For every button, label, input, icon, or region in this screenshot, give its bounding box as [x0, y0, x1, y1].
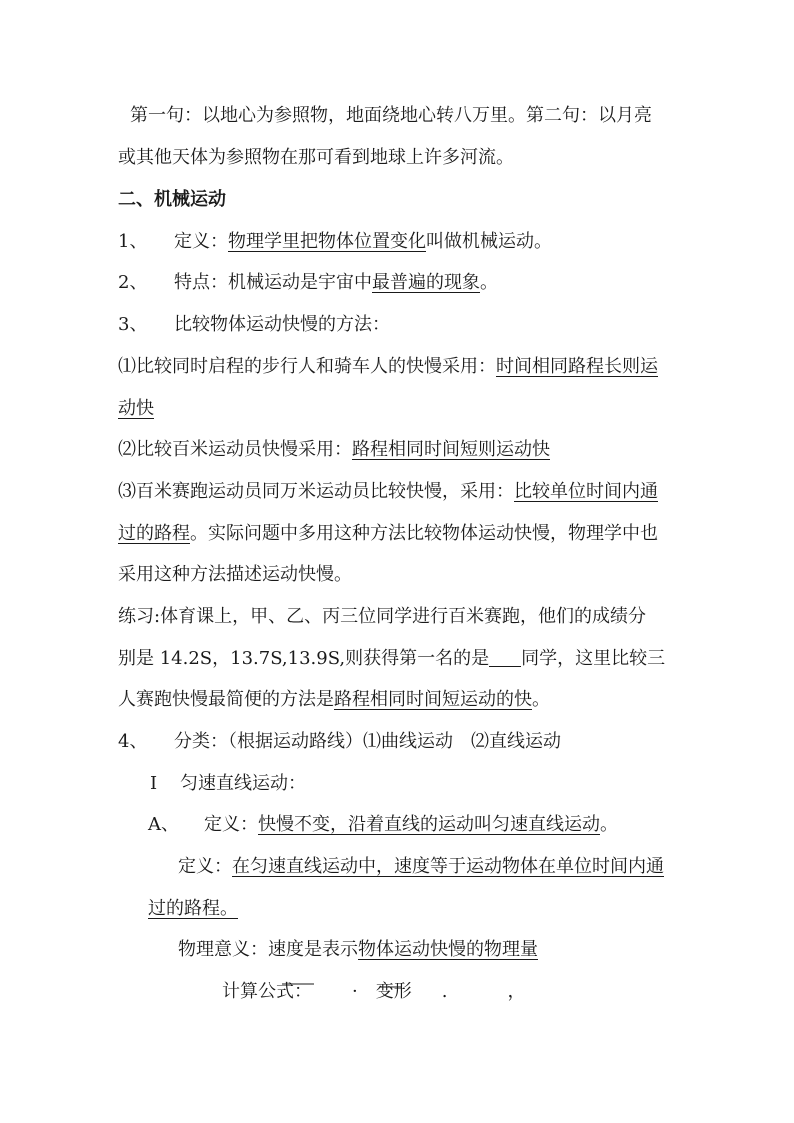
method-1-answer-a: 时间相同路程长则运	[496, 356, 658, 377]
method-3-line-3	[118, 566, 352, 584]
formula-label: 计算公式：	[222, 981, 312, 1002]
item-3	[118, 316, 390, 334]
item-1-tail: 叫做机械运动。	[426, 231, 552, 252]
item-1	[118, 233, 552, 251]
intro-text-1: 第一句：以地心为参照物，地面绕地心转八万里。第二句：以月亮	[130, 105, 652, 126]
exercise-line-1	[118, 608, 646, 626]
physical-meaning-label: 物理意义：速度是表示	[178, 939, 358, 960]
sub-i	[150, 775, 306, 793]
physical-meaning	[178, 941, 538, 959]
exercise-text-2b: 同学，这里比较三	[521, 648, 666, 669]
item-1-number: 1、	[118, 231, 148, 252]
sub-i-marker: Ⅰ	[150, 773, 158, 794]
section-heading-text: 二、机械运动	[118, 189, 226, 210]
method-2-prefix: ⑵比较百米运动员快慢采用：	[118, 439, 352, 460]
intro-text-2: 或其他天体为参照物在那可看到地球上许多河流。	[118, 147, 514, 168]
answer-blank[interactable]	[489, 650, 521, 667]
sub-a-tail: 。	[600, 814, 618, 835]
exercise-text-3a: 人赛跑快慢最简便的方法是	[118, 689, 334, 710]
sub-a-marker: A、	[148, 814, 179, 835]
method-3-line-2	[118, 525, 658, 543]
exercise-text-1: 练习:体育课上，甲、乙、丙三位同学进行百米赛跑，他们的成绩分	[118, 606, 647, 627]
intro-line-2	[118, 149, 514, 167]
item-2-number: 2、	[118, 272, 148, 293]
sub-i-text: 匀速直线运动：	[180, 773, 306, 794]
exercise-text-2a: 别是 14.2S，13.7S,13.9S,则获得第一名的是	[118, 648, 490, 669]
item-4	[118, 733, 561, 751]
method-2	[118, 441, 550, 459]
method-3-answer-b: 过的路程	[118, 523, 190, 544]
definition-2-line-2	[148, 900, 238, 918]
intro-line-1	[130, 107, 652, 125]
definition-2-label: 定义：	[178, 856, 232, 877]
method-3-text-c: 采用这种方法描述运动快慢。	[118, 564, 352, 585]
sub-a-answer: 快慢不变，沿着直线的运动叫匀速直线运动	[258, 814, 600, 835]
item-1-label: 定义：	[174, 231, 228, 252]
item-4-text: 分类：（根据运动路线）⑴曲线运动 ⑵直线运动	[174, 731, 561, 752]
method-1-prefix: ⑴比较同时启程的步行人和骑车人的快慢采用：	[118, 356, 496, 377]
sub-a	[148, 816, 618, 834]
method-1-answer-b: 动快	[118, 398, 154, 419]
item-1-answer: 物理学里把物体位置变化	[228, 231, 426, 252]
item-3-label: 比较物体运动快慢的方法：	[174, 314, 390, 335]
item-2-tail: 。	[480, 272, 498, 293]
item-2	[118, 274, 498, 292]
definition-2-answer-a: 在匀速直线运动中，速度等于运动物体在单位时间内通	[232, 856, 664, 877]
exercise-text-3b: 。	[532, 689, 550, 710]
method-3-answer-a: 比较单位时间内通	[514, 481, 658, 502]
exercise-line-2	[118, 650, 665, 668]
method-2-answer: 路程相同时间短则运动快	[352, 439, 550, 460]
exercise-line-3	[118, 691, 550, 709]
method-3-tail: 。实际问题中多用这种方法比较物体运动快慢，物理学中也	[190, 523, 658, 544]
formula-change: 变形	[375, 981, 412, 1002]
exercise-answer: 路程相同时间短运动的快	[334, 689, 532, 710]
method-3-line-1	[118, 483, 658, 501]
formula-dot-1: ·	[352, 981, 358, 1002]
method-3-prefix: ⑶百米赛跑运动员同万米运动员比较快慢，采用：	[118, 481, 514, 502]
formula-fraction-marks	[280, 978, 420, 990]
formula-dot-2: .	[441, 981, 448, 1002]
item-3-number: 3、	[118, 314, 148, 335]
item-2-answer: 最普遍的现象	[372, 272, 480, 293]
section-heading	[118, 191, 226, 209]
item-2-label: 特点：机械运动是宇宙中	[174, 272, 372, 293]
item-4-number: 4、	[118, 731, 148, 752]
method-1-line-2	[118, 400, 154, 418]
method-1-line-1	[118, 358, 658, 376]
formula-comma: ，	[507, 981, 526, 1002]
physical-meaning-answer: 物体运动快慢的物理量	[358, 939, 538, 960]
sub-a-label: 定义：	[204, 814, 258, 835]
definition-2-line-1	[178, 858, 664, 876]
definition-2-answer-b: 过的路程。	[148, 898, 238, 919]
